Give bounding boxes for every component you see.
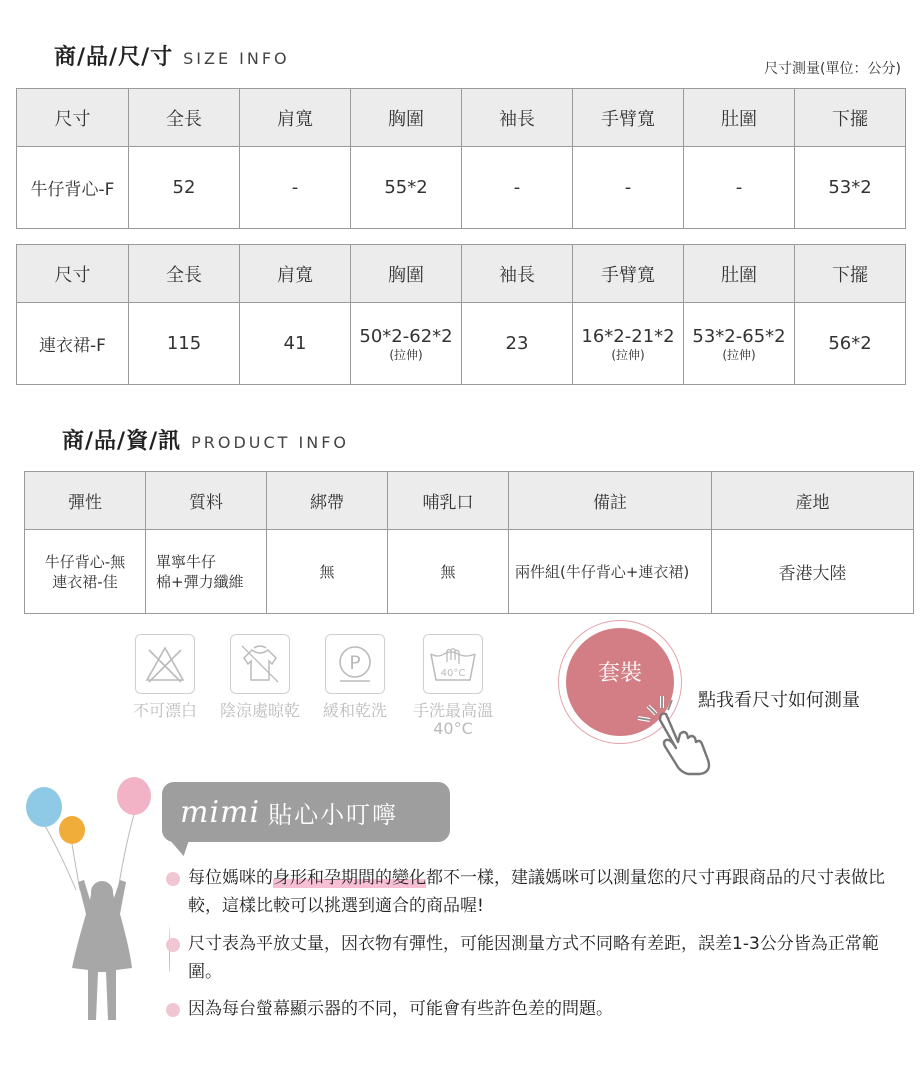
bullet-dot-icon (166, 1003, 180, 1017)
product-info-title-zh: 商/品/資/訊 (62, 429, 182, 454)
header-sleeve: 袖長 (462, 245, 573, 303)
tip-1-text (188, 864, 898, 920)
cell-origin: 香港大陸 (712, 530, 914, 614)
product-info-title-en: PRODUCT INFO (191, 433, 350, 452)
cell-length: 115 (129, 303, 240, 385)
header-hem: 下擺 (795, 89, 906, 147)
header-length: 全長 (129, 89, 240, 147)
product-info-title (62, 424, 349, 455)
cell-arm-width-note: (拉伸) (611, 347, 645, 362)
cell-chest (351, 303, 462, 385)
cell-waist (684, 303, 795, 385)
balloon-blue (26, 787, 62, 827)
header-chest: 胸圍 (351, 245, 462, 303)
cell-hem: 53*2 (795, 147, 906, 229)
cell-waist: - (684, 147, 795, 229)
no-bleach-icon (135, 634, 195, 694)
cell-note: 兩件組(牛仔背心+連衣裙) (509, 530, 712, 614)
size-table-vest (16, 88, 906, 229)
measure-guide-link[interactable]: 點我看尺寸如何測量 (698, 690, 860, 711)
care-shade-dry (215, 634, 305, 720)
tip-2 (166, 930, 898, 986)
care-label: 緩和乾洗 (322, 701, 387, 720)
cell-chest-value: 50*2-62*2 (359, 325, 453, 347)
header-material: 質料 (146, 472, 267, 530)
header-sleeve: 袖長 (462, 89, 573, 147)
shade-dry-icon (230, 634, 290, 694)
cell-nursing-opening: 無 (388, 530, 509, 614)
table-row (17, 147, 906, 229)
cell-elasticity (25, 530, 146, 614)
header-chest: 胸圍 (351, 89, 462, 147)
size-info-title (54, 40, 290, 71)
cell-shoulder: - (240, 147, 351, 229)
set-label: 套裝 (566, 628, 674, 736)
care-label-sub: 40°C (433, 719, 473, 738)
product-info-table (24, 471, 914, 614)
header-length: 全長 (129, 245, 240, 303)
header-waist: 肚圍 (684, 89, 795, 147)
header-shoulder: 肩寬 (240, 89, 351, 147)
elasticity-dress: 連衣裙-佳 (52, 572, 118, 591)
size-table-header-row (17, 89, 906, 147)
tip-1-after: 都不一樣，建議媽咪可以測量您的尺寸再跟商品的尺寸表做比較，這樣比較可以挑選到適合的商品喔! (188, 868, 885, 916)
cell-material (146, 530, 267, 614)
cell-size: 牛仔背心-F (17, 147, 129, 229)
balloon-pink (117, 777, 151, 815)
bullet-dot-icon (166, 872, 180, 886)
gentle-dry-clean-icon (325, 634, 385, 694)
care-label: 手洗最高溫 (412, 701, 493, 720)
cell-sleeve: 23 (462, 303, 573, 385)
size-info-title-zh: 商/品/尺/寸 (54, 45, 174, 70)
cell-sleeve: - (462, 147, 573, 229)
cell-shoulder: 41 (240, 303, 351, 385)
cell-chest: 55*2 (351, 147, 462, 229)
header-size: 尺寸 (17, 89, 129, 147)
header-arm-width: 手臂寬 (573, 89, 684, 147)
material-line-1: 單寧牛仔 (156, 552, 217, 571)
header-elasticity: 彈性 (25, 472, 146, 530)
header-arm-width: 手臂寬 (573, 245, 684, 303)
cell-chest-note: (拉伸) (389, 347, 423, 362)
size-info-title-en: SIZE INFO (183, 49, 290, 68)
balloons-girl-illustration (20, 772, 170, 1051)
care-gentle-dry-clean (310, 634, 400, 720)
unit-note: 尺寸測量(單位：公分) (764, 61, 901, 77)
cell-waist-value: 53*2-65*2 (692, 325, 786, 347)
cell-strap: 無 (267, 530, 388, 614)
cell-hem: 56*2 (795, 303, 906, 385)
info-table-header-row (25, 472, 914, 530)
balloon-orange (59, 816, 85, 844)
tips-header-script: mimi (180, 794, 261, 830)
elasticity-vest: 牛仔背心-無 (44, 552, 126, 571)
cell-length: 52 (129, 147, 240, 229)
size-table-dress (16, 244, 906, 385)
header-origin: 產地 (712, 472, 914, 530)
header-hem: 下擺 (795, 245, 906, 303)
header-waist: 肚圍 (684, 245, 795, 303)
care-hand-wash (408, 634, 498, 738)
tip-1-before: 每位媽咪的 (188, 868, 273, 888)
care-no-bleach (120, 634, 210, 720)
header-nursing-opening: 哺乳口 (388, 472, 509, 530)
table-row (17, 303, 906, 385)
tip-1 (166, 864, 898, 920)
size-table-header-row (17, 245, 906, 303)
header-note: 備註 (509, 472, 712, 530)
tip-3 (166, 995, 898, 1023)
cell-size: 連衣裙-F (17, 303, 129, 385)
care-label: 陰涼處晾乾 (219, 701, 300, 720)
hand-wash-icon (423, 634, 483, 694)
tips-header-title: 貼心小叮嚀 (268, 800, 399, 829)
hand-wash-temp: 40°C (440, 668, 466, 679)
tip-3-text: 因為每台螢幕顯示器的不同，可能會有些許色差的問題。 (188, 999, 613, 1019)
tip-2-text: 尺寸表為平放丈量，因衣物有彈性，可能因測量方式不同略有差距，誤差1-3公分皆為正常範圍。 (188, 934, 879, 982)
cell-arm-width: - (573, 147, 684, 229)
svg-text:P: P (349, 652, 361, 674)
cell-arm-width-value: 16*2-21*2 (581, 325, 675, 347)
table-row (25, 530, 914, 614)
header-shoulder: 肩寬 (240, 245, 351, 303)
header-strap: 綁帶 (267, 472, 388, 530)
cell-waist-note: (拉伸) (722, 347, 756, 362)
material-line-2: 棉+彈力纖維 (156, 572, 244, 591)
bullet-dot-icon (166, 938, 180, 952)
care-label: 不可漂白 (132, 701, 197, 720)
tip-1-highlight: 身形和孕期間的變化 (273, 868, 426, 888)
tips-header (162, 782, 450, 842)
header-size: 尺寸 (17, 245, 129, 303)
cell-arm-width (573, 303, 684, 385)
